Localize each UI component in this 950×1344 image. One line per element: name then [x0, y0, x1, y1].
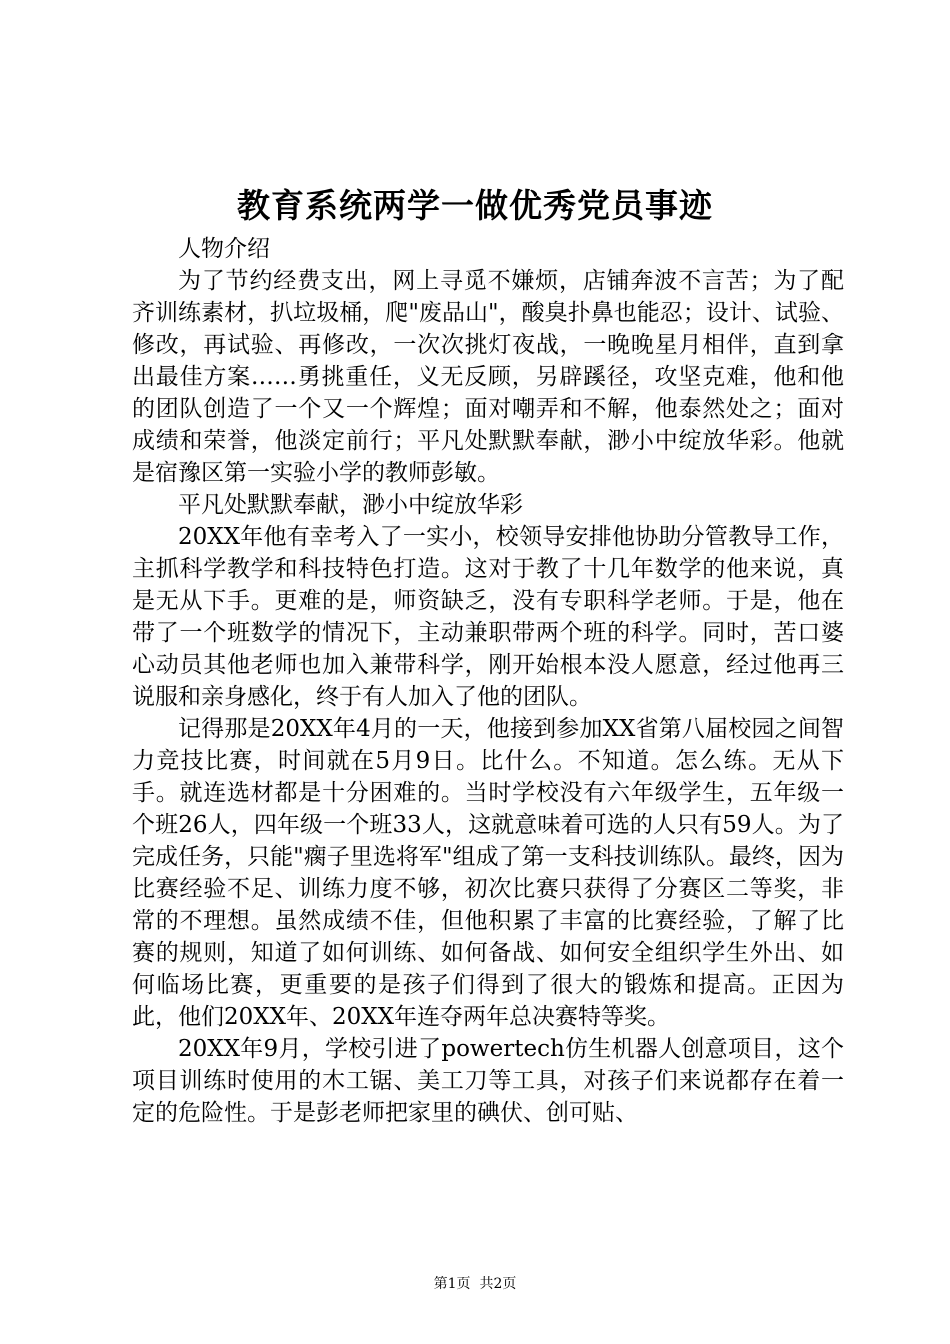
paragraph-intro: 为了节约经费支出，网上寻觅不嫌烦，店铺奔波不言苦；为了配齐训练素材，扒垃圾桶，爬"废品山"，酸臭扑鼻也能忍；设计、试验、修改，再试验、再修改，一次次挑灯夜战，一晚晚星月相伴，直到拿出最佳方案……勇挑重任，义无反顾，另辟蹊径，攻坚克难，他和他的团队创造了一个又一个辉煌；面对嘲弄和不解，他泰然处之；面对成绩和荣誉，他淡定前行；平凡处默默奉献，渺小中绽放华彩。他就是宿豫区第一实验小学的教师彭敏。: [132, 268, 844, 486]
paragraph-body: 记得那是20XX年4月的一天，他接到参加XX省第八届校园之间智力竞技比赛，时间就在5月9日。比什么。不知道。怎么练。无从下手。就连选材都是十分困难的。当时学校没有六年级学生，五年级一个班26人，四年级一个班33人，这就意味着可选的人只有59人。为了完成任务，只能"瘸子里选将军"组成了第一支科技训练队。最终，因为比赛经验不足、训练力度不够，初次比赛只获得了分赛区二等奖，非常的不理想。虽然成绩不佳，但他积累了丰富的比赛经验，了解了比赛的规则，知道了如何训练、如何备战、如何安全组织学生外出、如何临场比赛，更重要的是孩子们得到了很大的锻炼和提高。正因为此，他们20XX年、20XX年连夺两年总决赛特等奖。: [132, 716, 844, 1030]
paragraph-intro-heading: 人物介绍: [178, 236, 270, 262]
page-footer: [0, 1274, 950, 1294]
page-number: 第1页: [433, 1276, 471, 1292]
paragraph-body: 20XX年他有幸考入了一实小，校领导安排他协助分管教导工作，主抓科学教学和科技特色打造。这对于教了十几年数学的他来说，真是无从下手。更难的是，师资缺乏，没有专职科学老师。于是，他在带了一个班数学的情况下，主动兼职带两个班的科学。同时，苦口婆心动员其他老师也加入兼带科学，刚开始根本没人愿意，经过他再三说服和亲身感化，终于有人加入了他的团队。: [132, 524, 844, 710]
document-body: [132, 233, 844, 1129]
document-title: 教育系统两学一做优秀党员事迹: [237, 186, 713, 225]
paragraph-body: 20XX年9月，学校引进了powertech仿生机器人创意项目，这个项目训练时使用的木工锯、美工刀等工具，对孩子们来说都存在着一定的危险性。于是彭老师把家里的碘伏、创可贴、: [132, 1036, 844, 1126]
page-total: 共2页: [479, 1276, 517, 1292]
paragraph-section-heading: 平凡处默默奉献，渺小中绽放华彩: [178, 492, 523, 518]
